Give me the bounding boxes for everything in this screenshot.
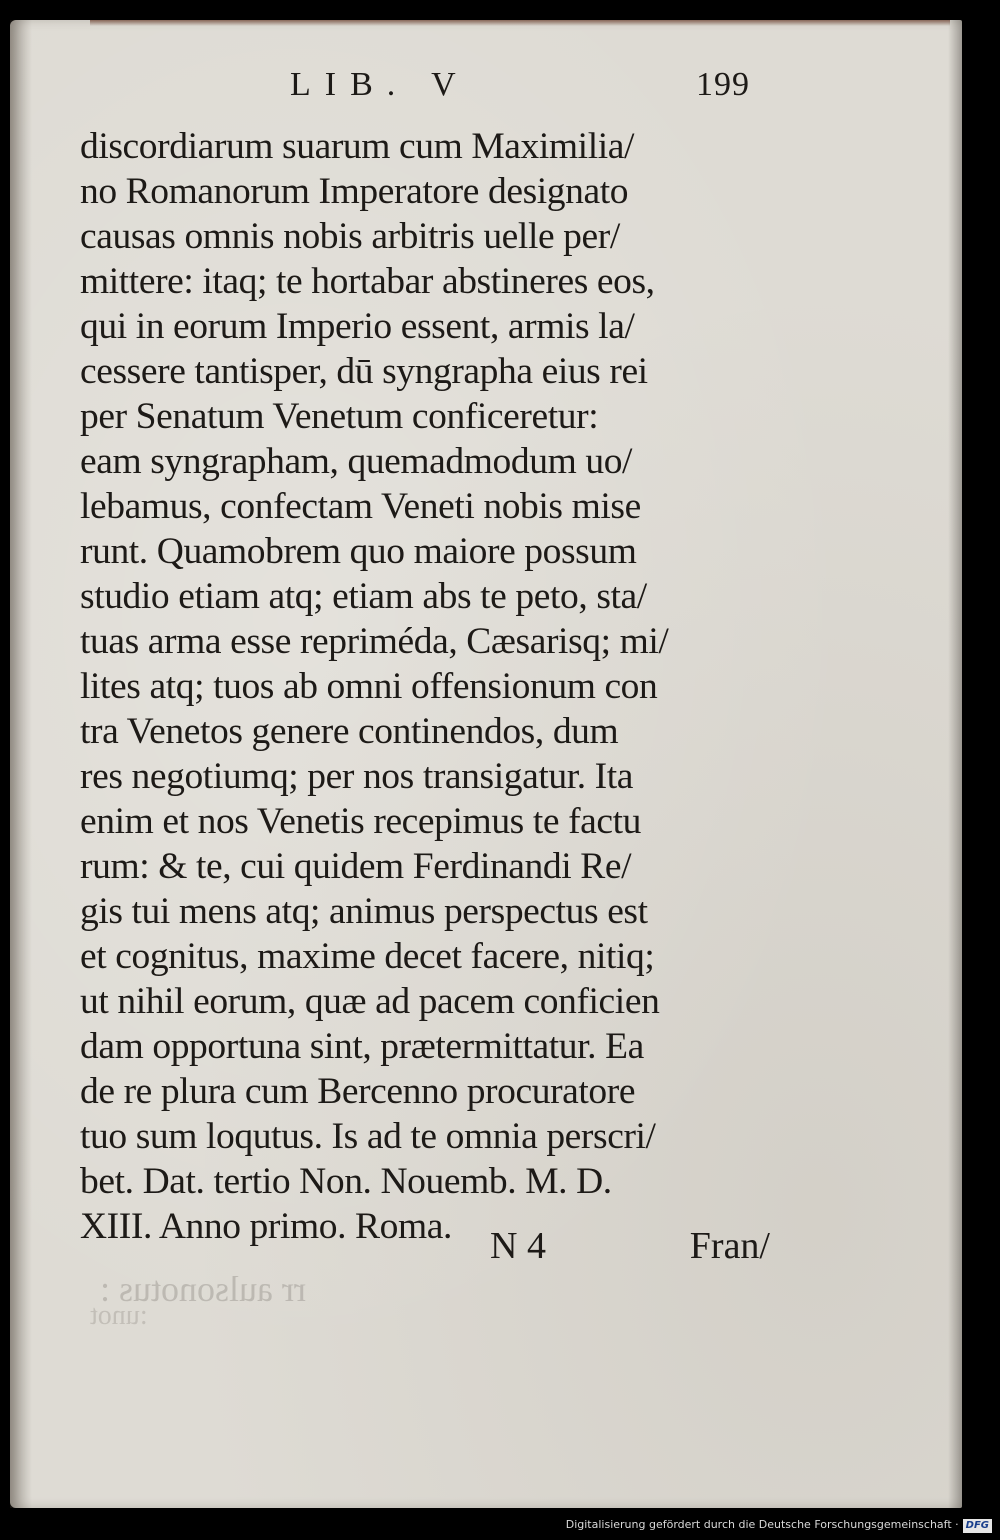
show-through-ink: rr aulsonotus : xyxy=(100,1269,306,1309)
running-head xyxy=(290,66,750,116)
text-line: ut nihil eorum, quæ ad pacem conficien xyxy=(80,981,660,1022)
text-line: runt. Quamobrem quo maiore possum xyxy=(80,531,637,572)
page-number: 199 xyxy=(696,66,750,103)
credit-text: Digitalisierung gefördert durch die Deutsche Forschungsgemeinschaft · xyxy=(565,1518,959,1531)
spine-shadow xyxy=(10,20,32,1508)
text-line: studio etiam atq; etiam abs te peto, sta/ xyxy=(80,576,647,617)
text-line: et cognitus, maxime decet facere, nitiq; xyxy=(80,936,655,977)
body-text xyxy=(80,124,760,1249)
show-through-ink: :unot xyxy=(90,1300,148,1331)
text-line: res negotiumq; per nos transigatur. Ita xyxy=(80,756,634,797)
text-line: tuas arma esse repriméda, Cæsarisq; mi/ xyxy=(80,621,669,662)
text-line: gis tui mens atq; animus perspectus est xyxy=(80,891,648,932)
text-line: cessere tantisper, dū syngrapha eius rei xyxy=(80,351,648,392)
text-line: mittere: itaq; te hortabar abstineres eos, xyxy=(80,261,655,302)
dfg-logo: DFG xyxy=(963,1519,992,1533)
signature-mark: N 4 xyxy=(490,1225,546,1267)
text-line: eam syngrapham, quemadmodum uo/ xyxy=(80,441,633,482)
text-line: per Senatum Venetum conficeretur: xyxy=(80,396,599,437)
text-line: de re plura cum Bercenno procuratore xyxy=(80,1071,636,1112)
binding-edge xyxy=(90,20,950,26)
digitization-credit xyxy=(566,1514,992,1536)
catchword: Fran/ xyxy=(689,1225,770,1267)
page-edge-shadow xyxy=(948,20,962,1508)
text-line: tra Venetos genere continendos, dum xyxy=(80,711,619,752)
text-line: lebamus, confectam Veneti nobis mise xyxy=(80,486,641,527)
text-line: qui in eorum Imperio essent, armis la/ xyxy=(80,306,635,347)
text-line: enim et nos Venetis recepimus te factu xyxy=(80,801,642,842)
text-line: dam opportuna sint, prætermittatur. Ea xyxy=(80,1026,644,1067)
text-line: bet. Dat. tertio Non. Nouemb. M. D. xyxy=(80,1161,612,1202)
catch-line xyxy=(490,1224,770,1274)
text-line: tuo sum loqutus. Is ad te omnia perscri/ xyxy=(80,1116,656,1157)
text-line: lites atq; tuos ab omni offensionum con xyxy=(80,666,658,707)
text-line: rum: & te, cui quidem Ferdinandi Re/ xyxy=(80,846,632,887)
text-line: no Romanorum Imperatore designato xyxy=(80,171,629,212)
text-line: causas omnis nobis arbitris uelle per/ xyxy=(80,216,620,257)
text-line: XIII. Anno primo. Roma. xyxy=(80,1206,453,1247)
text-line: discordiarum suarum cum Maximilia/ xyxy=(80,126,634,167)
running-title: LIB. V xyxy=(290,66,470,103)
